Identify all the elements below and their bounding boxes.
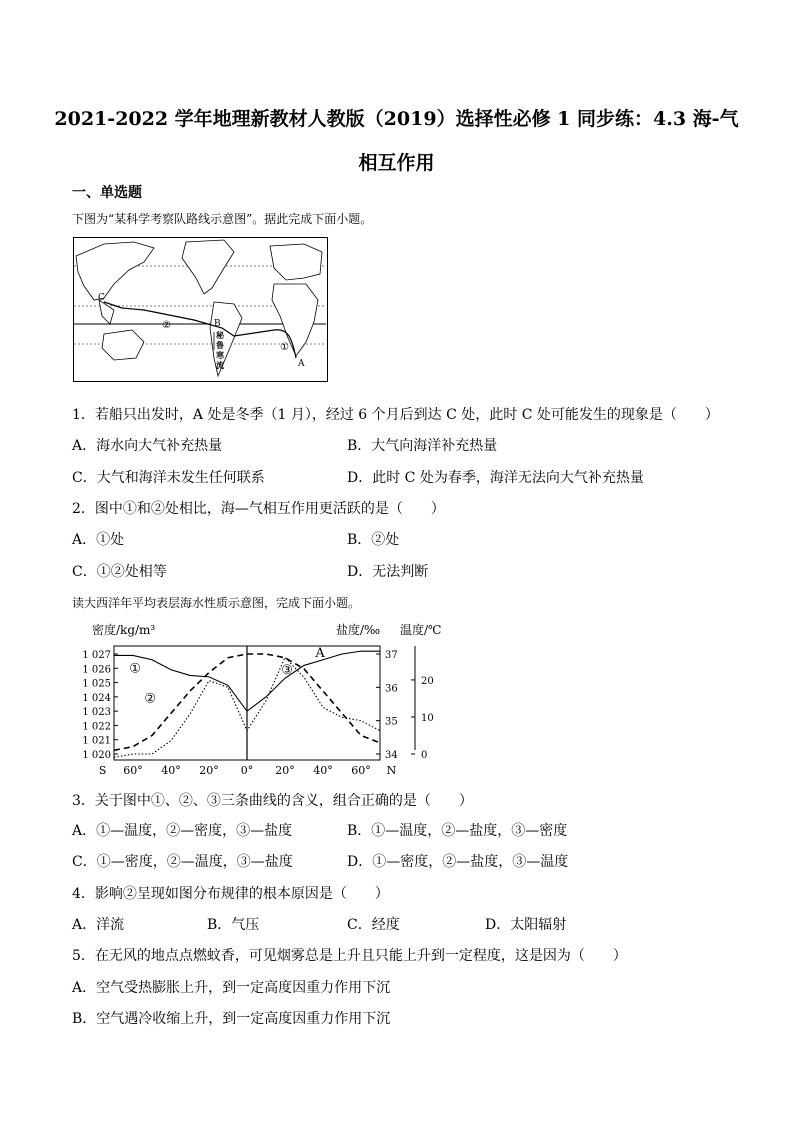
curve-annotation: ② — [144, 691, 157, 707]
salinity-tick-label: 34 — [385, 750, 398, 761]
q2-option-c: C．①②处相等 — [72, 564, 167, 580]
density-tick-label: 1 027 — [82, 650, 111, 661]
q2-option-a: A．①处 — [72, 532, 125, 548]
current-label-char: 鲁 — [216, 340, 224, 350]
q4-option-c: C．经度 — [347, 917, 400, 933]
q4-option-d: D．太阳辐射 — [485, 917, 567, 933]
x-tick-label: 40° — [313, 764, 333, 777]
curve-annotation: ① — [129, 661, 141, 677]
document-title-line-2: 相互作用 — [358, 152, 435, 174]
salinity-axis-label: 盐度/‰ — [336, 623, 381, 637]
atlantic-surface-chart — [70, 620, 465, 780]
australia-landmass — [102, 330, 144, 360]
document-title-line-1: 2021-2022 学年地理新教材人教版（2019）选择性必修 1 同步练：4.3 海-气 — [54, 108, 739, 130]
x-tick-label: S — [98, 764, 107, 777]
q1-option-b: B．大气向海洋补充热量 — [347, 438, 498, 454]
asia-landmass — [76, 242, 154, 300]
q1-option-a: A．海水向大气补充热量 — [72, 438, 223, 454]
question-2-stem: 2．图中①和②处相比，海—气相互作用更活跃的是（ ） — [72, 501, 445, 517]
density-tick-label: 1 021 — [82, 735, 111, 747]
density-tick-label: 1 025 — [82, 678, 111, 690]
curve-annotation: ③ — [281, 663, 293, 678]
question-4-stem: 4．影响②呈现如图分布规律的根本原因是（ ） — [72, 886, 389, 902]
density-tick-label: 1 020 — [82, 750, 111, 761]
africa-landmass — [272, 284, 318, 356]
question-1-stem: 1．若船只出发时，A 处是冬季（1 月），经过 6 个月后到达 C 处，此时 C 处可能发生的现象是（ ） — [72, 407, 719, 423]
x-tick-label: 40° — [161, 764, 181, 777]
map-label-c: C — [98, 293, 105, 303]
question-3-stem: 3．关于图中①、②、③三条曲线的含义，组合正确的是（ ） — [72, 793, 473, 809]
q2-option-d: D．无法判断 — [347, 564, 429, 580]
q2-option-b: B．②处 — [347, 532, 400, 548]
q1-option-c: C．大气和海洋未发生任何联系 — [72, 470, 265, 486]
map-label-a: A — [298, 359, 305, 369]
temperature-tick-label: 0 — [421, 750, 428, 761]
southeast-asia-landmass — [99, 300, 114, 324]
current-label-char: 寒 — [216, 350, 224, 360]
q3-option-a: A．①—温度，②—密度，③—盐度 — [72, 823, 293, 839]
europe-landmass — [270, 244, 322, 280]
question-5-stem: 5．在无风的地点点燃蚊香，可见烟雾总是上升且只能上升到一定程度，这是因为（ ） — [72, 948, 627, 964]
salinity-tick-label: 36 — [385, 683, 398, 695]
x-tick-label: 20° — [275, 764, 295, 777]
density-tick-label: 1 024 — [82, 692, 111, 704]
x-tick-label: N — [386, 764, 397, 777]
current-label-char: 流 — [216, 360, 224, 370]
x-tick-label: 20° — [199, 764, 219, 777]
route-map — [73, 237, 328, 382]
density-tick-label: 1 022 — [82, 721, 111, 733]
curve-annotation: A — [315, 645, 325, 661]
salinity-tick-label: 37 — [385, 650, 398, 661]
section-heading: 一、单选题 — [72, 185, 142, 201]
q4-option-b: B．气压 — [207, 917, 260, 933]
x-tick-label: 0° — [240, 764, 254, 777]
q4-option-a: A．洋流 — [72, 917, 125, 933]
group1-intro: 下图为“某科学考察队路线示意图”。据此完成下面小题。 — [72, 212, 373, 226]
temperature-tick-label: 20 — [421, 675, 434, 687]
q1-option-d: D．此时 C 处为春季，海洋无法向大气补充热量 — [347, 470, 644, 486]
x-tick-label: 60° — [123, 764, 143, 777]
chart-svg — [70, 620, 465, 780]
density-axis-label: 密度/kg/m³ — [92, 623, 156, 637]
south-america-landmass — [210, 302, 242, 376]
q3-option-d: D．①—密度，②—盐度，③—温度 — [347, 854, 569, 870]
temperature-tick-label: 10 — [421, 712, 434, 724]
q5-option-a: A．空气受热膨胀上升，到一定高度因重力作用下沉 — [72, 980, 391, 996]
north-america-landmass — [182, 240, 234, 294]
map-label-1: ① — [280, 342, 289, 353]
q3-option-b: B．①—温度，②—盐度，③—密度 — [347, 823, 568, 839]
density-tick-label: 1 026 — [82, 664, 111, 676]
route-map-svg — [74, 238, 326, 380]
map-label-b: B — [214, 319, 221, 329]
temperature-axis-label: 温度/℃ — [400, 623, 442, 637]
x-tick-label: 60° — [351, 764, 371, 777]
q3-option-c: C．①—密度，②—温度，③—盐度 — [72, 854, 293, 870]
q5-option-b: B．空气遇冷收缩上升，到一定高度因重力作用下沉 — [72, 1011, 391, 1027]
current-label-char: 秘 — [216, 330, 224, 340]
map-label-2: ② — [162, 320, 171, 331]
salinity-tick-label: 35 — [385, 716, 398, 728]
density-tick-label: 1 023 — [82, 707, 111, 719]
group2-intro: 读大西洋年平均表层海水性质示意图，完成下面小题。 — [72, 596, 361, 610]
